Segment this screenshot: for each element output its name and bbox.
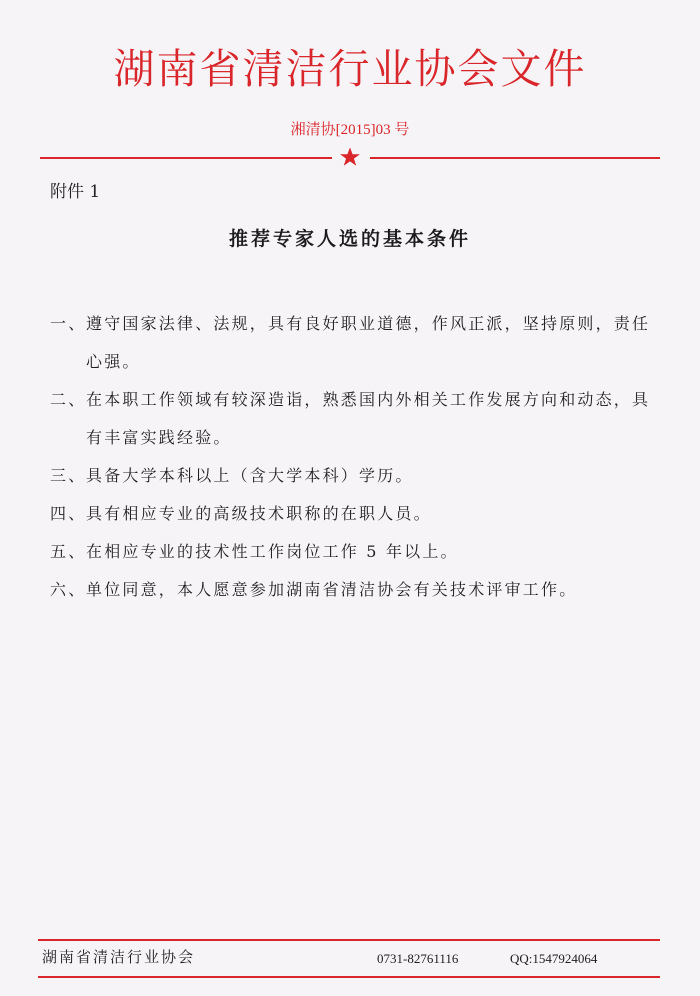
item-number: 六、 [50, 580, 87, 599]
item-text: 具备大学本科以上（含大学本科）学历。 [86, 466, 414, 485]
header-divider-right [370, 157, 660, 159]
list-item [50, 305, 660, 381]
footer-qq: QQ:1547924064 [510, 951, 598, 966]
item-number: 一、 [50, 314, 87, 333]
star-icon [339, 146, 361, 168]
item-text: 在本职工作领域有较深造诣，熟悉国内外相关工作发展方向和动态，具有丰富实践经验。 [86, 390, 651, 447]
footer-divider-top [38, 939, 660, 941]
document-title: 推荐专家人选的基本条件 [228, 228, 471, 250]
footer-phone: 0731-82761116 [377, 951, 459, 966]
header-divider-left [40, 157, 332, 159]
document-number: 湘清协[2015]03 号 [290, 122, 410, 138]
list-item [50, 457, 660, 495]
list-item [50, 495, 660, 533]
attachment-label: 附件 1 [50, 182, 101, 202]
item-text: 遵守国家法律、法规，具有良好职业道德，作风正派，坚持原则，责任心强。 [86, 314, 651, 371]
item-number: 五、 [50, 542, 87, 561]
list-item [50, 533, 660, 571]
item-text: 具有相应专业的高级技术职称的在职人员。 [86, 504, 432, 523]
item-text: 单位同意，本人愿意参加湖南省清洁协会有关技术评审工作。 [86, 580, 578, 599]
item-text: 在相应专业的技术性工作岗位工作 5 年以上。 [86, 542, 459, 561]
item-number: 三、 [50, 466, 87, 485]
item-number: 四、 [50, 504, 87, 523]
conditions-list [50, 305, 660, 609]
item-number: 二、 [50, 390, 87, 409]
list-item [50, 381, 660, 457]
list-item [50, 571, 660, 609]
footer-divider-bottom [38, 976, 660, 978]
header-title: 湖南省清洁行业协会文件 [113, 45, 587, 93]
footer-organization: 湖南省清洁行业协会 [42, 948, 196, 966]
